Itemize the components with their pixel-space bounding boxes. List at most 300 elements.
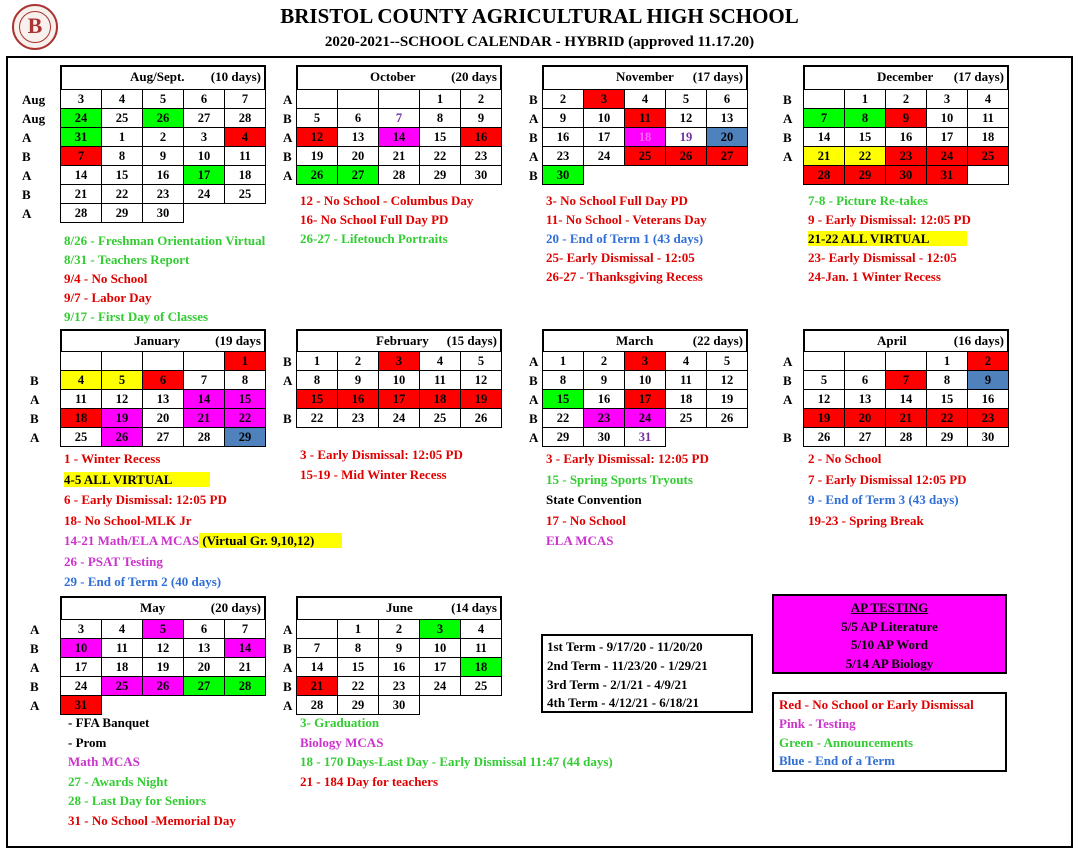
day-cell: 9: [885, 108, 927, 128]
day-cell: 9: [460, 108, 502, 128]
calendar-note: [300, 467, 447, 483]
day-cell: 6: [183, 89, 225, 109]
day-cell: 13: [142, 389, 184, 409]
note-text: 6 - Early Dismissal: 12:05 PD: [64, 492, 227, 507]
day-cell: 18: [967, 127, 1009, 147]
calendar-note: [808, 212, 971, 228]
note-text: 3 - Early Dismissal: 12:05 PD: [546, 451, 709, 466]
calendar-note: [68, 774, 168, 790]
calendar-note: [546, 472, 693, 488]
day-cell: 28: [885, 427, 927, 447]
calendar-note: [64, 492, 227, 508]
day-cell: [296, 89, 338, 109]
month-name: March: [616, 333, 654, 348]
calendar-note: [808, 193, 928, 209]
day-cell: 16: [583, 389, 625, 409]
calendar-note: [546, 231, 703, 247]
week-day-type-label: A: [283, 168, 293, 183]
week-day-type-label: Aug: [22, 111, 46, 126]
week-day-type-label: B: [283, 641, 292, 656]
day-cell: 28: [803, 165, 845, 185]
week-day-type-label: B: [783, 92, 792, 107]
day-cell: 29: [224, 427, 266, 447]
day-cell: 16: [967, 389, 1009, 409]
day-cell: 26: [101, 427, 143, 447]
day-cell: 21: [885, 408, 927, 428]
note-text: 4-5 ALL VIRTUAL: [64, 472, 210, 487]
day-cell: 11: [665, 370, 707, 390]
day-cell: 10: [583, 108, 625, 128]
ap-item: 5/14 AP Biology: [845, 656, 934, 671]
week-day-type-label: B: [30, 679, 39, 694]
calendar-note: [808, 231, 967, 247]
day-cell: 5: [296, 108, 338, 128]
week-day-type-label: A: [529, 392, 539, 407]
day-cell: 7: [183, 370, 225, 390]
month-name: May: [140, 600, 166, 615]
week-day-type-label: B: [283, 354, 292, 369]
day-cell: 13: [844, 389, 886, 409]
day-cell: 21: [296, 676, 338, 696]
day-cell: 11: [460, 638, 502, 658]
week-day-type-label: B: [30, 373, 39, 388]
day-cell: 22: [224, 408, 266, 428]
day-cell: 7: [803, 108, 845, 128]
day-cell: 9: [967, 370, 1009, 390]
day-cell: 4: [624, 89, 666, 109]
day-cell: 13: [706, 108, 748, 128]
day-cell: 1: [419, 89, 461, 109]
week-day-type-label: A: [30, 392, 40, 407]
note-text: 20 - End of Term 1 (43 days): [546, 231, 704, 246]
calendar-note: [64, 271, 147, 287]
day-cell: 24: [378, 408, 420, 428]
calendar-note: [300, 774, 438, 790]
note-text: 21-22 ALL VIRTUAL: [808, 231, 967, 246]
day-cell: 6: [337, 108, 379, 128]
day-cell: 22: [844, 146, 886, 166]
month-name: Aug/Sept.: [130, 69, 185, 84]
day-cell: 25: [624, 146, 666, 166]
week-day-type-label: A: [22, 206, 32, 221]
note-text: 26-27 - Lifetouch Portraits: [300, 231, 448, 246]
month-day-count: (17 days): [953, 69, 1004, 84]
day-cell: 5: [706, 351, 748, 371]
day-cell: 14: [224, 638, 266, 658]
day-cell: 26: [296, 165, 338, 185]
week-day-type-label: B: [783, 130, 792, 145]
day-cell: 4: [101, 619, 143, 639]
day-cell: 12: [665, 108, 707, 128]
day-cell: [803, 351, 845, 371]
day-cell: 2: [885, 89, 927, 109]
legend-red: Red - No School or Early Dismissal: [779, 697, 974, 712]
day-cell: 19: [101, 408, 143, 428]
day-cell: 7: [224, 89, 266, 109]
month-header: [296, 329, 502, 351]
week-day-type-label: B: [529, 92, 538, 107]
day-cell: 10: [624, 370, 666, 390]
legend-green: Green - Announcements: [779, 735, 914, 750]
day-cell: 31: [926, 165, 968, 185]
day-cell: 8: [224, 370, 266, 390]
terms-box: [541, 634, 753, 713]
day-cell: 8: [296, 370, 338, 390]
day-cell: 20: [183, 657, 225, 677]
day-cell: [60, 351, 102, 371]
day-cell: [844, 351, 886, 371]
note-text: 24-Jan. 1 Winter Recess: [808, 269, 941, 284]
day-cell: [803, 89, 845, 109]
day-cell: 3: [624, 351, 666, 371]
day-cell: 14: [885, 389, 927, 409]
day-cell: 2: [337, 351, 379, 371]
day-cell: 24: [624, 408, 666, 428]
calendar-note: [64, 290, 152, 306]
calendar-note: [300, 735, 383, 751]
week-day-type-label: B: [283, 411, 292, 426]
month-header: [542, 329, 748, 351]
week-day-type-label: B: [783, 373, 792, 388]
month-header: [60, 596, 266, 619]
month-name: June: [386, 600, 413, 615]
note-text: 8/26 - Freshman Orientation Virtual: [64, 233, 266, 248]
day-cell: 9: [142, 146, 184, 166]
day-cell: 2: [142, 127, 184, 147]
month-name: April: [877, 333, 907, 348]
day-cell: 14: [60, 165, 102, 185]
week-day-type-label: Aug: [22, 92, 46, 107]
day-cell: 7: [296, 638, 338, 658]
day-cell: 20: [844, 408, 886, 428]
day-cell: 4: [224, 127, 266, 147]
day-cell: 4: [60, 370, 102, 390]
calendar-note: [64, 309, 208, 325]
day-cell: 6: [844, 370, 886, 390]
note-text: 15-19 - Mid Winter Recess: [300, 467, 447, 482]
day-cell: 12: [803, 389, 845, 409]
ap-testing-box: [772, 594, 1007, 674]
day-cell: 11: [967, 108, 1009, 128]
day-cell: 28: [378, 165, 420, 185]
day-cell: 15: [296, 389, 338, 409]
day-cell: 23: [885, 146, 927, 166]
day-cell: 15: [926, 389, 968, 409]
day-cell: 26: [460, 408, 502, 428]
calendar-note: [68, 754, 140, 770]
note-text: State Convention: [546, 492, 642, 507]
day-cell: 30: [885, 165, 927, 185]
calendar-note: [808, 472, 967, 488]
week-day-type-label: B: [283, 111, 292, 126]
day-cell: 17: [60, 657, 102, 677]
day-cell: 18: [624, 127, 666, 147]
month-header: [296, 596, 502, 619]
day-cell: 2: [583, 351, 625, 371]
day-cell: 31: [60, 127, 102, 147]
day-cell: 26: [706, 408, 748, 428]
day-cell: 3: [378, 351, 420, 371]
calendar-note: [64, 233, 265, 249]
term-4: 4th Term - 4/12/21 - 6/18/21: [547, 695, 700, 710]
note-text: 15 - Spring Sports Tryouts: [546, 471, 693, 487]
day-cell: 2: [542, 89, 584, 109]
day-cell: 14: [296, 657, 338, 677]
week-day-type-label: A: [529, 430, 539, 445]
day-cell: 23: [337, 408, 379, 428]
day-cell: 5: [101, 370, 143, 390]
day-cell: 30: [542, 165, 584, 185]
day-cell: 16: [378, 657, 420, 677]
day-cell: 15: [419, 127, 461, 147]
day-cell: [142, 351, 184, 371]
day-cell: [337, 89, 379, 109]
day-cell: 12: [706, 370, 748, 390]
month-header: [296, 65, 502, 89]
week-day-type-label: B: [283, 679, 292, 694]
note-text: 3 - Early Dismissal: 12:05 PD: [300, 447, 463, 462]
month-day-count: (14 days: [451, 600, 497, 615]
day-cell: 24: [419, 676, 461, 696]
note-text: - FFA Banquet: [68, 715, 150, 730]
calendar-note: [64, 533, 342, 549]
day-cell: 7: [378, 108, 420, 128]
day-cell: 2: [378, 619, 420, 639]
day-cell: 11: [101, 638, 143, 658]
calendar-note: [68, 715, 149, 731]
day-cell: 24: [926, 146, 968, 166]
note-text: 8/31 - Teachers Report: [64, 252, 190, 267]
day-cell: 9: [378, 638, 420, 658]
day-cell: 25: [60, 427, 102, 447]
day-cell: 15: [844, 127, 886, 147]
month-header: [60, 329, 266, 351]
day-cell: 26: [142, 108, 184, 128]
day-cell: 19: [803, 408, 845, 428]
day-cell: 11: [60, 389, 102, 409]
month-header: [60, 65, 266, 89]
term-2: 2nd Term - 11/23/20 - 1/29/21: [547, 658, 708, 673]
calendar-note: [300, 231, 448, 247]
month-name: December: [877, 69, 934, 84]
calendar-note: [808, 492, 959, 508]
day-cell: 27: [142, 427, 184, 447]
day-cell: 29: [926, 427, 968, 447]
note-text: Math MCAS: [68, 754, 140, 769]
day-cell: 28: [224, 676, 266, 696]
day-cell: 30: [967, 427, 1009, 447]
day-cell: 22: [926, 408, 968, 428]
day-cell: 12: [101, 389, 143, 409]
month-name: February: [376, 333, 429, 348]
note-text: 3- Graduation: [300, 715, 380, 730]
day-cell: 29: [542, 427, 584, 447]
note-text: 17 - No School: [546, 512, 626, 528]
note-text: 9/7 - Labor Day: [64, 290, 152, 305]
week-day-type-label: B: [22, 187, 31, 202]
note-text: 9/4 - No School: [64, 271, 148, 286]
day-cell: 26: [803, 427, 845, 447]
day-cell: 21: [60, 184, 102, 204]
week-day-type-label: A: [283, 373, 293, 388]
day-cell: 25: [665, 408, 707, 428]
week-day-type-label: A: [283, 698, 293, 713]
calendar-note: [300, 193, 473, 209]
calendar-note: [64, 513, 191, 529]
day-cell: 23: [967, 408, 1009, 428]
week-day-type-label: A: [30, 622, 40, 637]
month-day-count: (19 days: [215, 333, 261, 348]
day-cell: 17: [183, 165, 225, 185]
page-title: BRISTOL COUNTY AGRICULTURAL HIGH SCHOOL: [280, 4, 799, 28]
day-cell: 10: [419, 638, 461, 658]
legend-pink: Pink - Testing: [779, 716, 856, 731]
month-day-count: (20 days: [451, 69, 497, 84]
day-cell: 22: [337, 676, 379, 696]
day-cell: 1: [337, 619, 379, 639]
day-cell: 18: [419, 389, 461, 409]
calendar-note: [808, 250, 957, 266]
day-cell: 6: [183, 619, 225, 639]
day-cell: 8: [419, 108, 461, 128]
day-cell: 9: [583, 370, 625, 390]
day-cell: 14: [803, 127, 845, 147]
week-day-type-label: B: [30, 411, 39, 426]
day-cell: 28: [183, 427, 225, 447]
day-cell: 18: [665, 389, 707, 409]
note-text: 23- Early Dismissal - 12:05: [808, 250, 957, 265]
color-legend: [772, 692, 1007, 772]
day-cell: 19: [460, 389, 502, 409]
note-text: 9/17 - First Day of Classes: [64, 309, 209, 324]
day-cell: 5: [460, 351, 502, 371]
day-cell: 5: [665, 89, 707, 109]
day-cell: 11: [419, 370, 461, 390]
ap-item: 5/10 AP Word: [850, 637, 929, 652]
month-day-count: (22 days): [692, 333, 743, 348]
note-text: 29 - End of Term 2 (40 days): [64, 574, 222, 589]
calendar-note: [808, 513, 924, 529]
calendar-note: [64, 451, 160, 467]
calendar-note: [64, 472, 210, 488]
note-text: 18- No School-MLK Jr: [64, 512, 192, 528]
note-text: 7 - Early Dismissal 12:05 PD: [808, 471, 967, 487]
day-cell: 16: [142, 165, 184, 185]
day-cell: 1: [926, 351, 968, 371]
day-cell: 16: [885, 127, 927, 147]
calendar-note: [546, 193, 688, 209]
day-cell: [967, 165, 1009, 185]
note-text: 3- No School Full Day PD: [546, 193, 688, 208]
day-cell: 23: [142, 184, 184, 204]
day-cell: 25: [101, 676, 143, 696]
day-cell: 15: [224, 389, 266, 409]
week-day-type-label: A: [30, 698, 40, 713]
day-cell: 20: [706, 127, 748, 147]
day-cell: 18: [101, 657, 143, 677]
calendar-note: [808, 269, 941, 285]
note-text: 31 - No School -Memorial Day: [68, 812, 236, 828]
day-cell: 26: [142, 676, 184, 696]
day-cell: 1: [542, 351, 584, 371]
day-cell: 13: [337, 127, 379, 147]
calendar-note: [546, 451, 709, 467]
day-cell: 8: [337, 638, 379, 658]
day-cell: [885, 351, 927, 371]
day-cell: 12: [460, 370, 502, 390]
day-cell: 23: [378, 676, 420, 696]
day-cell: 23: [583, 408, 625, 428]
day-cell: 17: [378, 389, 420, 409]
day-cell: 17: [419, 657, 461, 677]
note-extra: (Virtual Gr. 9,10,12): [199, 533, 342, 548]
calendar-note: [546, 250, 695, 266]
day-cell: [183, 351, 225, 371]
day-cell: 30: [460, 165, 502, 185]
note-text: 14-21 Math/ELA MCAS: [64, 533, 200, 548]
note-text: - Prom: [68, 734, 107, 750]
day-cell: 11: [624, 108, 666, 128]
day-cell: 22: [419, 146, 461, 166]
day-cell: 4: [460, 619, 502, 639]
week-day-type-label: B: [283, 149, 292, 164]
month-day-count: (17 days): [692, 69, 743, 84]
day-cell: 3: [60, 619, 102, 639]
day-cell: 14: [183, 389, 225, 409]
day-cell: 30: [142, 203, 184, 223]
week-day-type-label: A: [283, 92, 293, 107]
note-text: 25- Early Dismissal - 12:05: [546, 250, 695, 265]
day-cell: 30: [583, 427, 625, 447]
day-cell: 25: [224, 184, 266, 204]
month-name: October: [370, 69, 416, 84]
week-day-type-label: B: [529, 168, 538, 183]
week-day-type-label: A: [22, 168, 32, 183]
week-day-type-label: A: [529, 149, 539, 164]
day-cell: 28: [224, 108, 266, 128]
day-cell: 5: [142, 89, 184, 109]
day-cell: 30: [378, 695, 420, 715]
day-cell: 21: [224, 657, 266, 677]
week-day-type-label: A: [283, 622, 293, 637]
day-cell: 31: [624, 427, 666, 447]
week-day-type-label: A: [783, 149, 793, 164]
calendar-note: [546, 212, 707, 228]
day-cell: 21: [378, 146, 420, 166]
month-day-count: (16 days): [953, 333, 1004, 348]
day-cell: 4: [419, 351, 461, 371]
day-cell: 24: [583, 146, 625, 166]
week-day-type-label: A: [283, 660, 293, 675]
note-text: 2 - No School: [808, 451, 882, 466]
day-cell: 19: [665, 127, 707, 147]
day-cell: 17: [926, 127, 968, 147]
note-text: 18 - 170 Days-Last Day - Early Dismissal 11:47 (44 days): [300, 754, 613, 769]
day-cell: 12: [296, 127, 338, 147]
day-cell: 21: [803, 146, 845, 166]
note-text: 11- No School - Veterans Day: [546, 212, 707, 227]
week-day-type-label: B: [30, 641, 39, 656]
week-day-type-label: B: [529, 411, 538, 426]
day-cell: 3: [926, 89, 968, 109]
day-cell: 2: [967, 351, 1009, 371]
week-day-type-label: A: [30, 660, 40, 675]
note-text: 9 - Early Dismissal: 12:05 PD: [808, 212, 971, 227]
month-day-count: (20 days): [210, 600, 261, 615]
calendar-note: [546, 269, 703, 285]
day-cell: 2: [460, 89, 502, 109]
day-cell: 16: [542, 127, 584, 147]
